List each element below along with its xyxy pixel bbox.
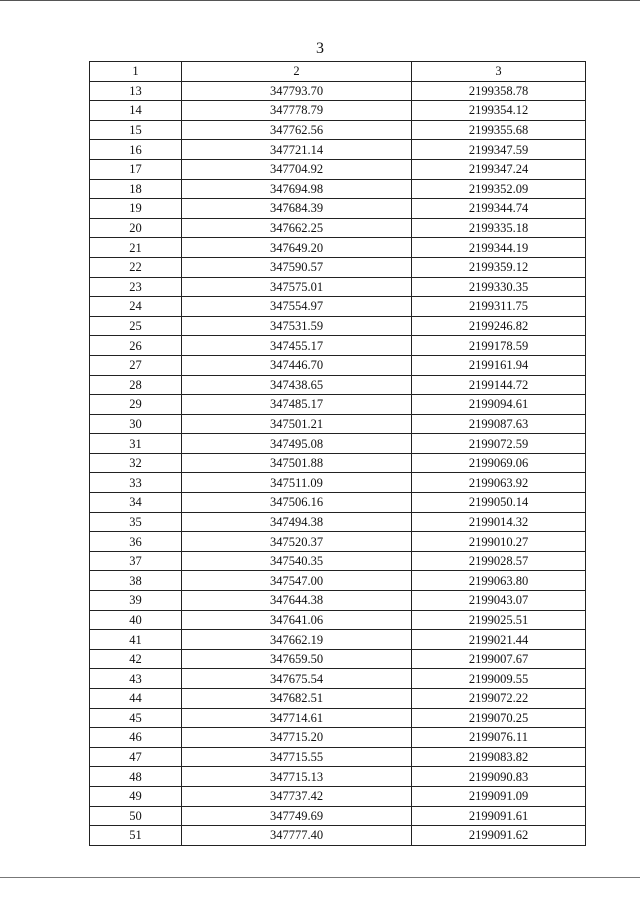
point-number-cell: 26 — [90, 336, 182, 356]
point-number-cell: 19 — [90, 199, 182, 219]
coordinate-x-cell: 347547.00 — [182, 571, 412, 591]
table-row — [90, 728, 586, 748]
coordinate-y-cell: 2199091.09 — [412, 786, 586, 806]
coordinate-y-cell: 2199007.67 — [412, 649, 586, 669]
coordinate-y-cell: 2199094.61 — [412, 395, 586, 415]
coordinate-y-cell: 2199090.83 — [412, 767, 586, 787]
table-row — [90, 434, 586, 454]
table-row — [90, 120, 586, 140]
coordinate-x-cell: 347494.38 — [182, 512, 412, 532]
coordinates-table — [89, 61, 586, 846]
point-number-cell: 20 — [90, 218, 182, 238]
coordinate-y-cell: 2199025.51 — [412, 610, 586, 630]
table-row — [90, 316, 586, 336]
coordinate-x-cell: 347675.54 — [182, 669, 412, 689]
table-row — [90, 395, 586, 415]
coordinate-x-cell: 347501.21 — [182, 414, 412, 434]
coordinate-y-cell: 2199043.07 — [412, 591, 586, 611]
coordinate-y-cell: 2199072.59 — [412, 434, 586, 454]
table-row — [90, 493, 586, 513]
coordinate-x-cell: 347777.40 — [182, 826, 412, 846]
point-number-cell: 45 — [90, 708, 182, 728]
coordinate-x-cell: 347659.50 — [182, 649, 412, 669]
coordinate-x-cell: 347438.65 — [182, 375, 412, 395]
coordinate-x-cell: 347455.17 — [182, 336, 412, 356]
coordinate-x-cell: 347575.01 — [182, 277, 412, 297]
table-row — [90, 238, 586, 258]
point-number-cell: 32 — [90, 453, 182, 473]
coordinate-x-cell: 347501.88 — [182, 453, 412, 473]
table-row — [90, 630, 586, 650]
table-row — [90, 708, 586, 728]
table-row — [90, 747, 586, 767]
table-row — [90, 786, 586, 806]
table-row — [90, 159, 586, 179]
table-row — [90, 179, 586, 199]
table-row — [90, 826, 586, 846]
coordinate-x-cell: 347715.20 — [182, 728, 412, 748]
coordinate-y-cell: 2199050.14 — [412, 493, 586, 513]
coordinate-y-cell: 2199010.27 — [412, 532, 586, 552]
column-header-3: 3 — [412, 62, 586, 82]
coordinate-y-cell: 2199347.59 — [412, 140, 586, 160]
coordinate-x-cell: 347644.38 — [182, 591, 412, 611]
table-row — [90, 355, 586, 375]
table-row — [90, 140, 586, 160]
point-number-cell: 36 — [90, 532, 182, 552]
coordinate-x-cell: 347446.70 — [182, 355, 412, 375]
point-number-cell: 51 — [90, 826, 182, 846]
point-number-cell: 21 — [90, 238, 182, 258]
coordinate-y-cell: 2199358.78 — [412, 81, 586, 101]
table-header-row — [90, 62, 586, 82]
coordinate-x-cell: 347531.59 — [182, 316, 412, 336]
coordinate-y-cell: 2199083.82 — [412, 747, 586, 767]
table-row — [90, 669, 586, 689]
table-row — [90, 297, 586, 317]
point-number-cell: 38 — [90, 571, 182, 591]
table-row — [90, 551, 586, 571]
coordinate-y-cell: 2199335.18 — [412, 218, 586, 238]
point-number-cell: 33 — [90, 473, 182, 493]
coordinate-x-cell: 347520.37 — [182, 532, 412, 552]
point-number-cell: 23 — [90, 277, 182, 297]
point-number-cell: 27 — [90, 355, 182, 375]
coordinate-y-cell: 2199144.72 — [412, 375, 586, 395]
point-number-cell: 49 — [90, 786, 182, 806]
coordinate-y-cell: 2199028.57 — [412, 551, 586, 571]
coordinate-x-cell: 347485.17 — [182, 395, 412, 415]
coordinate-y-cell: 2199311.75 — [412, 297, 586, 317]
point-number-cell: 37 — [90, 551, 182, 571]
coordinate-x-cell: 347704.92 — [182, 159, 412, 179]
coordinate-x-cell: 347715.55 — [182, 747, 412, 767]
coordinate-x-cell: 347714.61 — [182, 708, 412, 728]
column-header-1: 1 — [90, 62, 182, 82]
table-row — [90, 101, 586, 121]
coordinate-x-cell: 347778.79 — [182, 101, 412, 121]
coordinate-x-cell: 347506.16 — [182, 493, 412, 513]
table-row — [90, 81, 586, 101]
point-number-cell: 42 — [90, 649, 182, 669]
point-number-cell: 39 — [90, 591, 182, 611]
coordinate-y-cell: 2199178.59 — [412, 336, 586, 356]
coordinate-x-cell: 347762.56 — [182, 120, 412, 140]
point-number-cell: 16 — [90, 140, 182, 160]
point-number-cell: 46 — [90, 728, 182, 748]
table-row — [90, 453, 586, 473]
table-row — [90, 218, 586, 238]
coordinate-y-cell: 2199070.25 — [412, 708, 586, 728]
table-row — [90, 806, 586, 826]
coordinate-y-cell: 2199344.74 — [412, 199, 586, 219]
point-number-cell: 47 — [90, 747, 182, 767]
coordinate-x-cell: 347684.39 — [182, 199, 412, 219]
table-row — [90, 591, 586, 611]
coordinate-y-cell: 2199014.32 — [412, 512, 586, 532]
coordinate-y-cell: 2199354.12 — [412, 101, 586, 121]
point-number-cell: 34 — [90, 493, 182, 513]
table-row — [90, 610, 586, 630]
top-divider — [0, 0, 640, 1]
coordinate-x-cell: 347793.70 — [182, 81, 412, 101]
point-number-cell: 28 — [90, 375, 182, 395]
coordinate-x-cell: 347511.09 — [182, 473, 412, 493]
coordinate-x-cell: 347749.69 — [182, 806, 412, 826]
coordinate-x-cell: 347694.98 — [182, 179, 412, 199]
point-number-cell: 14 — [90, 101, 182, 121]
point-number-cell: 22 — [90, 257, 182, 277]
point-number-cell: 15 — [90, 120, 182, 140]
point-number-cell: 17 — [90, 159, 182, 179]
coordinate-x-cell: 347540.35 — [182, 551, 412, 571]
table-row — [90, 571, 586, 591]
table-row — [90, 512, 586, 532]
page-number: 3 — [316, 40, 324, 57]
point-number-cell: 50 — [90, 806, 182, 826]
table-row — [90, 336, 586, 356]
table-row — [90, 375, 586, 395]
coordinate-y-cell: 2199091.61 — [412, 806, 586, 826]
coordinate-x-cell: 347737.42 — [182, 786, 412, 806]
coordinate-y-cell: 2199352.09 — [412, 179, 586, 199]
coordinate-y-cell: 2199063.80 — [412, 571, 586, 591]
coordinate-x-cell: 347554.97 — [182, 297, 412, 317]
table-row — [90, 414, 586, 434]
coordinate-y-cell: 2199072.22 — [412, 689, 586, 709]
point-number-cell: 30 — [90, 414, 182, 434]
coordinate-x-cell: 347721.14 — [182, 140, 412, 160]
table-row — [90, 532, 586, 552]
coordinate-y-cell: 2199021.44 — [412, 630, 586, 650]
table-body — [90, 81, 586, 845]
coordinate-y-cell: 2199063.92 — [412, 473, 586, 493]
table-row — [90, 199, 586, 219]
point-number-cell: 44 — [90, 689, 182, 709]
coordinate-y-cell: 2199355.68 — [412, 120, 586, 140]
coordinate-y-cell: 2199087.63 — [412, 414, 586, 434]
coordinate-y-cell: 2199076.11 — [412, 728, 586, 748]
point-number-cell: 48 — [90, 767, 182, 787]
point-number-cell: 31 — [90, 434, 182, 454]
coordinate-x-cell: 347682.51 — [182, 689, 412, 709]
coordinate-x-cell: 347715.13 — [182, 767, 412, 787]
table-row — [90, 767, 586, 787]
point-number-cell: 25 — [90, 316, 182, 336]
point-number-cell: 24 — [90, 297, 182, 317]
coordinate-y-cell: 2199330.35 — [412, 277, 586, 297]
table-row — [90, 277, 586, 297]
coordinate-y-cell: 2199069.06 — [412, 453, 586, 473]
point-number-cell: 40 — [90, 610, 182, 630]
point-number-cell: 13 — [90, 81, 182, 101]
bottom-divider — [0, 877, 640, 878]
coordinate-y-cell: 2199347.24 — [412, 159, 586, 179]
point-number-cell: 29 — [90, 395, 182, 415]
coordinate-x-cell: 347662.19 — [182, 630, 412, 650]
coordinate-y-cell: 2199009.55 — [412, 669, 586, 689]
coordinate-y-cell: 2199246.82 — [412, 316, 586, 336]
point-number-cell: 35 — [90, 512, 182, 532]
point-number-cell: 41 — [90, 630, 182, 650]
table-row — [90, 689, 586, 709]
coordinate-y-cell: 2199161.94 — [412, 355, 586, 375]
coordinate-x-cell: 347495.08 — [182, 434, 412, 454]
table-row — [90, 473, 586, 493]
coordinate-y-cell: 2199359.12 — [412, 257, 586, 277]
point-number-cell: 43 — [90, 669, 182, 689]
coordinate-y-cell: 2199344.19 — [412, 238, 586, 258]
coordinate-x-cell: 347662.25 — [182, 218, 412, 238]
column-header-2: 2 — [182, 62, 412, 82]
coordinate-y-cell: 2199091.62 — [412, 826, 586, 846]
coordinate-x-cell: 347590.57 — [182, 257, 412, 277]
table-row — [90, 257, 586, 277]
coordinate-x-cell: 347641.06 — [182, 610, 412, 630]
point-number-cell: 18 — [90, 179, 182, 199]
table-row — [90, 649, 586, 669]
coordinate-x-cell: 347649.20 — [182, 238, 412, 258]
